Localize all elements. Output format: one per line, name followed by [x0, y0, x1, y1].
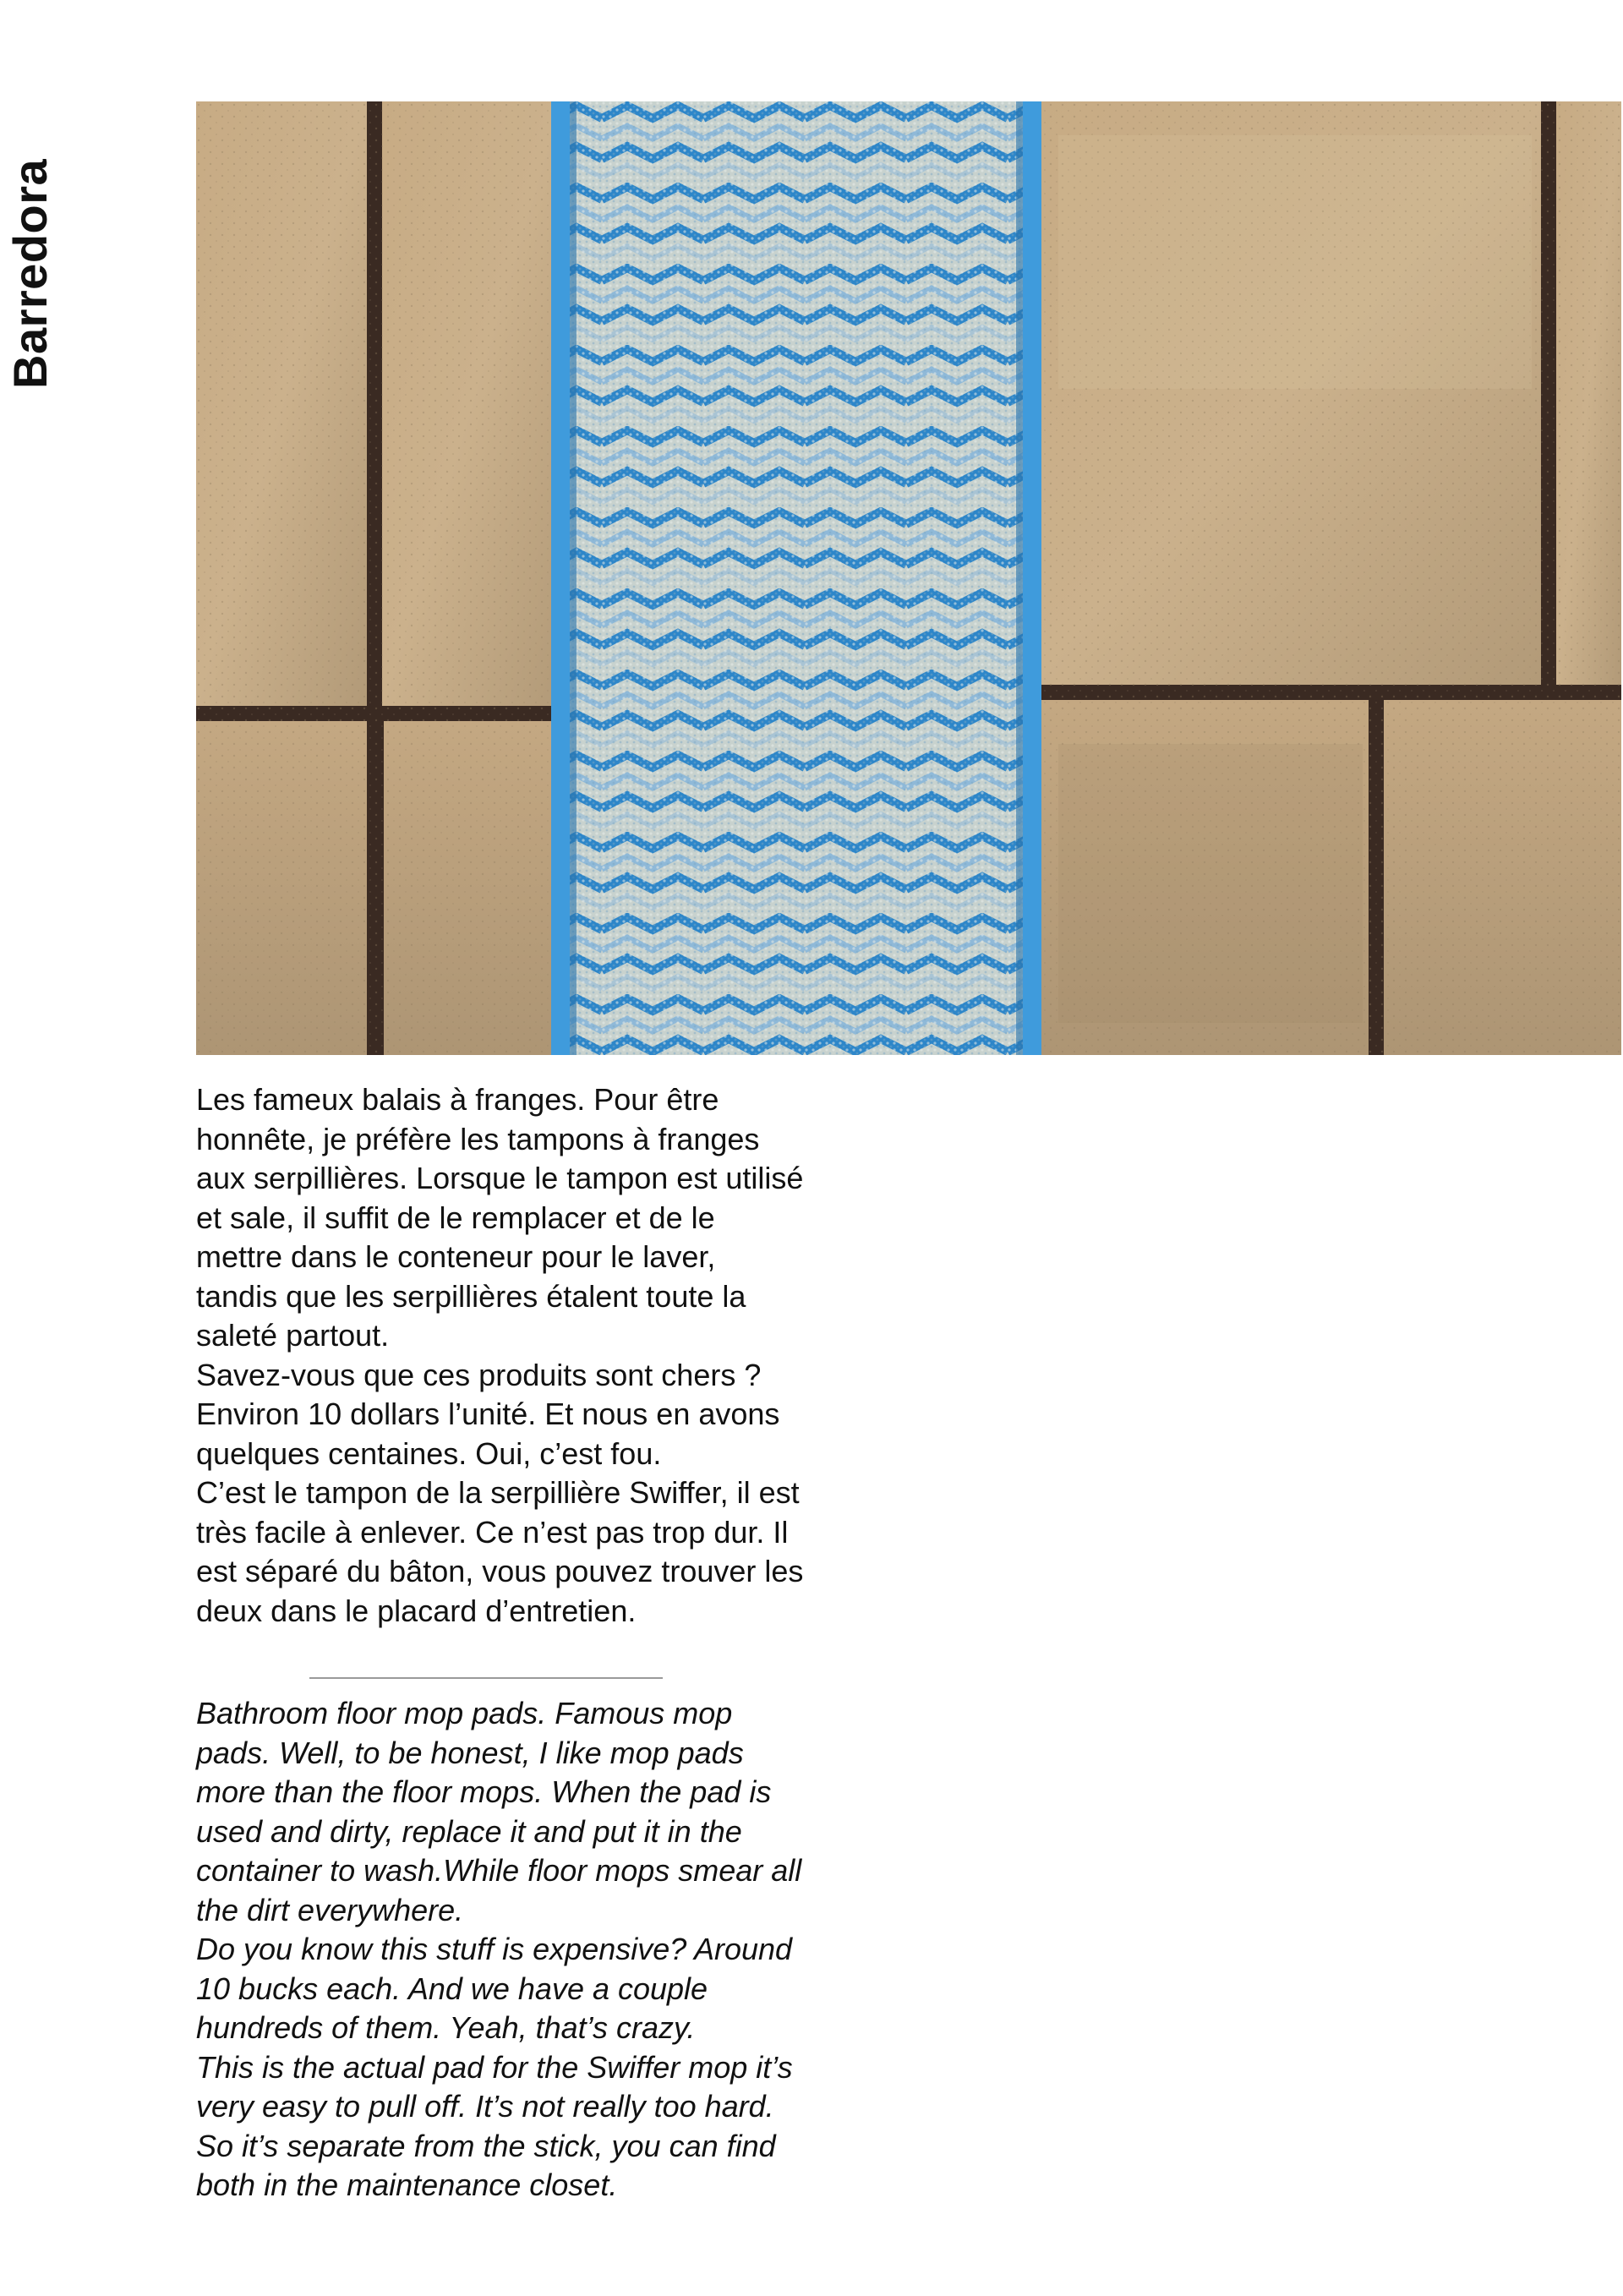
side-title-text: Barredora — [3, 158, 57, 389]
french-paragraph-2: Savez-vous que ces produits sont chers ? Environ 10 dollars l’unité. Et nous en avons quelques centaines. Oui, c’est fou. — [196, 1357, 780, 1471]
english-paragraph-3: This is the actual pad for the Swiffer mop it’s very easy to pull off. It’s not really too hard. So it’s separate from the stick, you can find both in the maintenance closet. — [196, 2049, 793, 2202]
mop-pad-photo — [196, 101, 1621, 1055]
text-divider — [309, 1677, 663, 1679]
side-title — [3, 118, 57, 389]
english-description — [196, 1694, 805, 2206]
english-paragraph-1: Bathroom floor mop pads. Famous mop pads. Well, to be honest, I like mop pads more than the floor mops. When the pad is used and dirty, replace it and put it in the container to wash.While floor mops smear all the dirt everywhere. — [196, 1696, 802, 1927]
french-description — [196, 1080, 805, 1631]
french-paragraph-3: C’est le tampon de la serpillière Swiffer, il est très facile à enlever. Ce n’est pas trop dur. Il est séparé du bâton, vous pouvez trouver les deux dans le placard d’entretien. — [196, 1475, 804, 1628]
french-paragraph-1: Les fameux balais à franges. Pour être honnête, je préfère les tampons à franges aux serpillières. Lorsque le tampon est utilisé et sale, il suffit de le remplacer et de le mettre dans le conteneur pour le laver, tandis que les serpillières étalent toute la saleté partout. — [196, 1082, 804, 1353]
mop-pad-on-tiles-photo-icon — [196, 101, 1621, 1055]
english-paragraph-2: Do you know this stuff is expensive? Around 10 bucks each. And we have a couple hundreds of them. Yeah, that’s crazy. — [196, 1932, 793, 2045]
